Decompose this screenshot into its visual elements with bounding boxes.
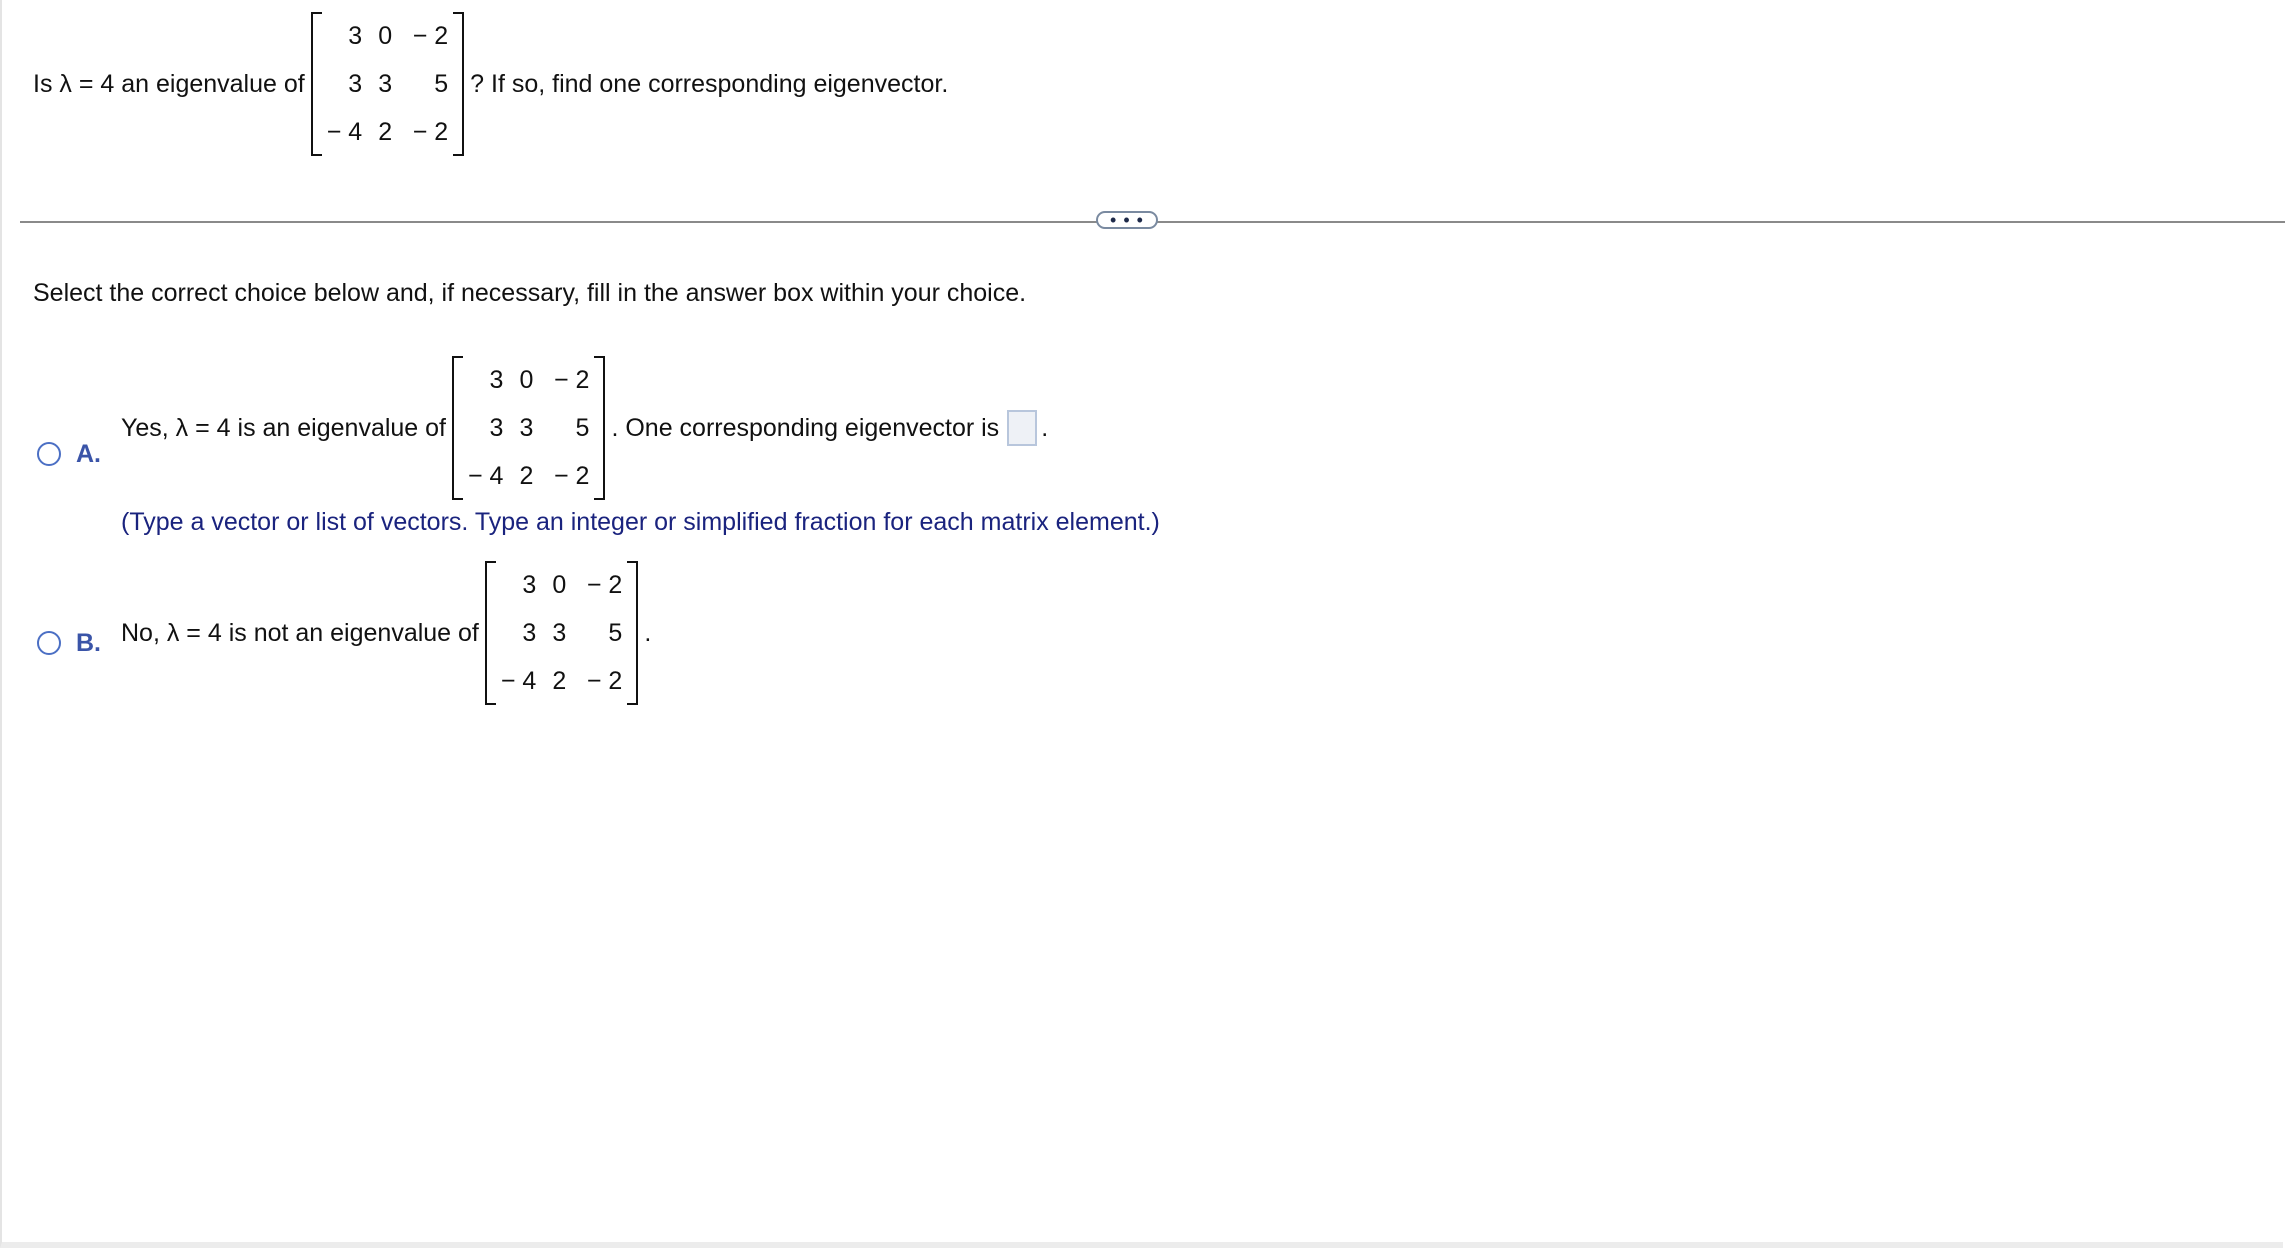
question-prefix: Is λ = 4 an eigenvalue of: [33, 69, 305, 98]
matrix-cell: 3: [348, 69, 363, 98]
choice-a-hint: (Type a vector or list of vectors. Type an integer or simplified fraction for each matrix element.): [121, 508, 1160, 536]
matrix-left-bracket: [311, 12, 322, 156]
choice-a-prefix: Yes, λ = 4 is an eigenvalue of: [121, 413, 446, 442]
question-matrix: [311, 12, 464, 156]
matrix-cell: − 2: [412, 117, 449, 146]
matrix-cell: 3: [348, 21, 363, 50]
matrix-cell: 3: [522, 570, 537, 599]
matrix-right-bracket: [594, 356, 605, 500]
matrix-left-bracket: [485, 561, 496, 705]
choice-a-row: [121, 356, 1048, 500]
choice-a-letter: A.: [76, 440, 101, 468]
question-row: [33, 12, 948, 156]
matrix-right-bracket: [627, 561, 638, 705]
eigenvector-answer-box[interactable]: [1007, 410, 1037, 446]
matrix-cell: − 2: [554, 365, 590, 394]
choice-b-prefix: No, λ = 4 is not an eigenvalue of: [121, 618, 479, 647]
choice-b-letter: B.: [76, 629, 101, 657]
choice-a-suffix: .: [1041, 413, 1049, 442]
matrix-cell: 3: [522, 618, 537, 647]
choice-a-middle: . One corresponding eigenvector is: [611, 413, 1000, 442]
matrix-cell: 0: [552, 570, 567, 599]
matrix-cell: 5: [608, 618, 623, 647]
choice-b-row: [121, 561, 651, 705]
choice-b-matrix: [485, 561, 638, 705]
more-dots-icon: • • •: [1110, 210, 1144, 230]
matrix-cell: − 4: [468, 461, 504, 490]
matrix-cell: 0: [378, 21, 393, 50]
matrix-cell: 3: [552, 618, 567, 647]
matrix-right-bracket: [453, 12, 464, 156]
choice-b-suffix: .: [644, 618, 652, 647]
matrix-cell: 3: [378, 69, 393, 98]
matrix-cell: − 4: [500, 666, 537, 695]
question-suffix: ? If so, find one corresponding eigenvector.: [470, 69, 949, 98]
matrix-cell: − 2: [554, 461, 590, 490]
matrix-left-bracket: [452, 356, 463, 500]
matrix-cell: 5: [434, 69, 449, 98]
choice-a-radio[interactable]: [37, 442, 61, 466]
instruction-text: Select the correct choice below and, if necessary, fill in the answer box within your choice.: [33, 279, 1027, 307]
matrix-cell: − 2: [412, 21, 449, 50]
matrix-cell: − 2: [586, 666, 623, 695]
matrix-cell: 3: [519, 413, 534, 442]
matrix-cell: 0: [519, 365, 534, 394]
matrix-cell: 2: [378, 117, 393, 146]
matrix-cell: 2: [552, 666, 567, 695]
choice-b-radio[interactable]: [37, 631, 61, 655]
matrix-cell: 3: [489, 413, 504, 442]
matrix-cell: − 4: [326, 117, 363, 146]
matrix-cell: − 2: [586, 570, 623, 599]
choice-a-matrix: [452, 356, 605, 500]
matrix-cell: 2: [519, 461, 534, 490]
matrix-cell: 5: [575, 413, 590, 442]
expand-more-button[interactable]: [1096, 211, 1158, 229]
matrix-cell: 3: [489, 365, 504, 394]
